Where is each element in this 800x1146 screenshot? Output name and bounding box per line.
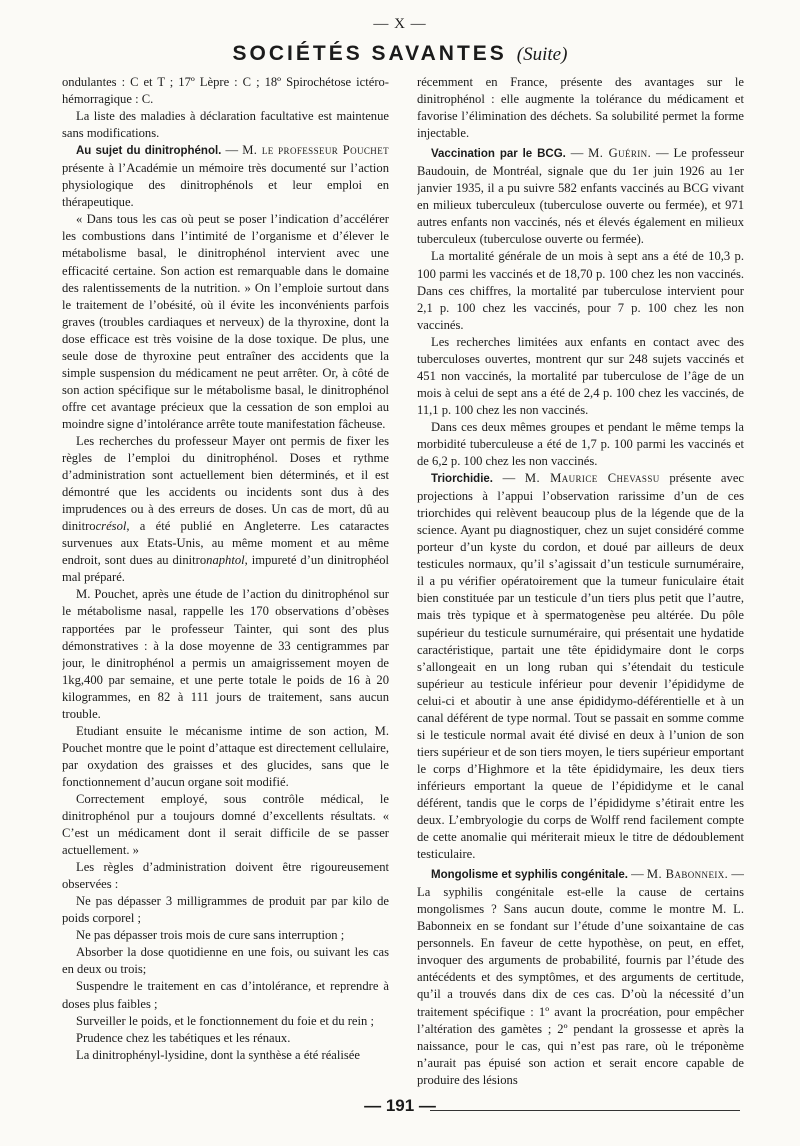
article-mongolisme: Mongolisme et syphilis congénitale. — M. Babonneix. — La syphilis congénitale est-elle la cause de certains mongolismes ? Sans aucun doute, comme le montre M. L. Babonneix en se fondant sur l’étude d’une soixantaine de cas personnels. En faveur de cette hypothèse, on peut, en effet, invoquer des arguments de probabilité, fournis par l’étude des antécédents et des symptômes, et des arguments de certitude, qu’il a trouvés dans dix de ces cas. D’où la nécessité d’un traitement spécifique : 1º avant la procréation, pour empêcher l’altération des gamètes ; 2º pendant la grossesse et après la naissance, pour le cas, qui n’est pas rare, où le tréponème n’aurait pas épuisé son action et serait encore capable de produire des lésions xyxy=(417,867,744,1087)
paragraph: Correctement employé, sous contrôle médical, le dinitrophénol pur a toujours domné d’excellents résultats. « C’est un médicament dont il serait difficile de se passer actuellement. » xyxy=(62,791,389,858)
text-run: , a été publié en Angleterre. Les cataractes survenues aux Etats-Unis, au même moment et au même endroit, sont dues au dinitro xyxy=(62,519,389,568)
article-author: M. Guérin. xyxy=(588,146,652,161)
article-bcg: Vaccination par le BCG. — M. Guérin. — Le professeur Baudouin, de Montréal, signale que du 1er juin 1926 au 1er janvier 1935, il a pu suivre 582 enfants vaccinés au BCG vivant en milieux tuberculeux (tuberculose ouverte ou fermée), et 971 autres enfants non vaccinés, nés et élevés également en milieux tuberculeux (tuberculose ouverte ou fermée). xyxy=(417,146,744,247)
article-author: M. le professeur Pouchet xyxy=(242,143,389,158)
paragraph: « Dans tous les cas où peut se poser l’indication d’accélérer les combustions dans l’intimité de l’organisme et d’élever le métabolisme basal, le dinitrophénol intervient avec une efficacité certaine. Son action est remarquable dans le domaine des ralentissements de la nutrition. » On l’emploie surtout dans le traitement de l’obésité, où il évite les inconvénients parfois graves (troubles cardiaques et nerveux) de la thyroxine, dont la dose efficace est très voisine de la dose toxique. De plus, une seule dose de thyroxine peut entraîner des accidents que la simple suspension du médicament ne peut arrêter. Or, à côté de son action spécifique sur le métabolisme basal, le dinitrophénol offre cet avantage précieux que la cessation de son emploi au moindre signe d’intolérance arrête toute manifestation fâcheuse. xyxy=(62,212,389,431)
article-triorchidie: Triorchidie. — M. Maurice Chevassu présente avec projections à l’appui l’observation rarissime d’un de ces triorchides qui relèvent beaucoup plus de la légende que de la science. Ayant pu diagnostiquer, chez un sujet considéré comme porteur d’un kyste du cordon, et doué par ailleurs de deux testicules normaux, qu’il s’agissait d’un testicule surnuméraire, il a pu vérifier opératoirement que la tumeur funiculaire était bien constituée par un testicule d’un tiers plus petit que l’autre, mais très typique et à spermatogenèse peu altérée. Du pôle supérieur du testicule surnuméraire, qui présentait une hydatide caractéristique, partait une tête épididymaire dont le corps s’allongeait en un long ruban qui s’étendait du testicule supérieur au testicule inférieur pour devenir l’épididyme de celui-ci et aboutir à une anse épididymo-déférentielle et à un canal déférent de type normal. Tout se passait en somme comme si le testicule normal avait été divisé en deux à l’union de son tiers supérieur et de son tiers moyen, le tiers supérieur emportant le corps d’Highmore et la tête épididymaire, les deux tiers inférieurs emportant la queue de l’épididyme et le canal déférent, tandis que le corps de l’épididyme s’étirait entre les deux. L’embryologie du corps de Wolff rend facilement compte de cette anomalie qui mériterait mieux le titre de dédoublement testiculaire. xyxy=(417,471,744,862)
page-number: — 191 — xyxy=(364,1096,436,1115)
italic-term: crésol xyxy=(95,519,127,534)
paragraph: Etudiant ensuite le mécanisme intime de son action, M. Pouchet montre que le point d’attaque est directement cellulaire, par oxydation des graisses et des glucides, sans que le fonctionnement d’aucun organe soit modifié. xyxy=(62,723,389,789)
paragraph-mayer xyxy=(62,433,389,586)
italic-term: naphtol xyxy=(206,553,245,568)
rule-item: Surveiller le poids, et le fonctionnement du foie et du rein ; xyxy=(76,1013,374,1028)
rule-item: Ne pas dépasser 3 milligrammes de produit par par kilo de poids corporel ; xyxy=(62,894,389,926)
footer-rule xyxy=(430,1110,740,1111)
section-title: SOCIÉTÉS SAVANTES xyxy=(232,42,507,65)
paragraph: La dinitrophényl-lysidine, dont la synthèse a été réalisée xyxy=(76,1047,360,1062)
text-run: Les recherches du professeur Mayer ont permis de fixer les règles de l’emploi du dinitrophénol. Doses et rythme d’administration sont actuellement bien déterminés, et il est démontré que les accidents ou incidents sont dus à des imprudences ou à des erreurs de doses. Un cas de mort, dû au dinitro xyxy=(62,433,389,534)
left-column xyxy=(62,74,389,1090)
article-text: La syphilis congénitale est-elle la cause de certains mongolismes ? Sans aucun doute, comme le montre M. L. Babonneix en se fondant sur l’étude d’une soixantaine de cas personnels. En faveur de cette hypothèse, on peut, en effet, invoquer des arguments de probabilité, fournis par l’étude des antécédents et des symptômes, et des arguments de certitude, qu’il a trouvés dans dix de ces cas. D’où la nécessité d’un traitement spécifique : 1º avant la procréation, pour empêcher l’altération des gamètes ; 2º pendant la grossesse et après la naissance, pour le cas, qui n’est pas rare, où le tréponème n’aurait pas épuisé son action et serait encore capable de produire des lésions xyxy=(417,885,744,1087)
paragraph: M. Pouchet, après une étude de l’action du dinitrophénol sur le métabolisme nasal, rappelle les 170 observations d’obèses rapportées par le professeur Tainter, qui sont des plus démonstratives : à la dose moyenne de 33 centigrammes par jour, le dinitrophénol a permis un amaigrissement moyen de 1kg,400 par semaine, et une perte totale le poids de 16 à 20 kilogrammes, en 82 à 111 jours de traitement, sans aucun trouble. xyxy=(62,587,389,721)
paragraph: Prudence chez les tabétiques et les rénaux. xyxy=(76,1030,291,1045)
paragraph: Les recherches limitées aux enfants en contact avec des tuberculoses ouvertes, montrent qur sur 248 sujets vaccinés et 451 non vaccinés, la mortalité par tuberculose de l’âge de un mois à celui de sept ans a été de 2,4 p. 100 chez les vaccinés, de 11,1 p. 100 chez les non vaccinés. xyxy=(417,334,744,417)
article-heading: Mongolisme et syphilis congénitale. xyxy=(431,869,628,882)
paragraph: ondulantes : C et T ; 17º Lèpre : C ; 18º Spirochétose ictéro-hémorragique : C. xyxy=(62,75,389,107)
article-text: Le professeur Baudouin, de Montréal, signale que du 1er juin 1926 au 1er janvier 1935, il a pu suivre 582 enfants vaccinés au BCG vivant en milieux tuberculeux (tuberculose ouverte ou fermée), et 971 autres enfants non vaccinés, nés et élevés également en milieux tuberculeux (tuberculose ouverte ou fermée). xyxy=(417,146,744,247)
text-run: , impureté d’un dinitrophéol mal préparé. xyxy=(62,553,389,585)
right-column xyxy=(417,74,744,1090)
running-title xyxy=(0,42,800,66)
article-author: M. Babonneix. xyxy=(646,867,729,882)
paragraph: récemment en France, présente des avantages sur le dinitrophénol : elle augmente la tolérance du médicament et favorise l’élimination des déchets. Sa solubilité permet la forme injectable. xyxy=(417,75,744,141)
rule-item: Suspendre le traitement en cas d’intolérance, et reprendre à doses plus faibles ; xyxy=(62,979,389,1011)
text-columns xyxy=(62,74,744,1090)
article-text: présente à l’Académie un mémoire très documenté sur l’action physiologique des dinitrophénols et leur emploi en thérapeutique. xyxy=(62,161,389,210)
rule-item: Ne pas dépasser trois mois de cure sans interruption ; xyxy=(76,928,345,943)
paragraph: La mortalité générale de un mois à sept ans a été de 10,3 p. 100 parmi les vaccinés et de 18,70 p. 100 chez les non vaccinés. Dans ces chiffres, la mortalité par tuberculose intervient pour 2,1 p. 100 chez les vaccinés, pour 7 p. 100 chez les non vaccinés. xyxy=(417,249,744,332)
article-author: M. Maurice Chevassu xyxy=(524,471,660,486)
article-heading: Triorchidie. xyxy=(431,473,493,486)
article-heading: Au sujet du dinitrophénol. xyxy=(76,145,222,158)
paragraph: La liste des maladies à déclaration facultative est maintenue sans modifications. xyxy=(62,109,389,141)
section-title-suffix: (Suite) xyxy=(516,44,568,65)
rule-item: Absorber la dose quotidienne en une fois, ou suivant les cas en deux ou trois; xyxy=(62,945,389,977)
article-heading: Vaccination par le BCG. xyxy=(431,148,566,161)
article-dinitrophenol: Au sujet du dinitrophénol. — M. le professeur Pouchet présente à l’Académie un mémoire très documenté sur l’action physiologique des dinitrophénols et leur emploi en thérapeutique. xyxy=(62,143,389,210)
paragraph: Dans ces deux mêmes groupes et pendant le même temps la morbidité tuberculeuse a été de 1,7 p. 100 parmi les vaccinés et de 6,2 p. 100 chez les non vaccinés. xyxy=(417,419,744,469)
folio-roman-numeral: — X — xyxy=(373,16,427,32)
paragraph: Les règles d’administration doivent être rigoureusement observées : xyxy=(62,860,389,892)
article-text: présente avec projections à l’appui l’observation rarissime d’un de ces triorchides qui relèvent beaucoup plus de la légende que de la science. Ayant pu diagnostiquer, chez un sujet considéré comme porteur d’un kyste du cordon, et doué par ailleurs de deux testicules normaux, qu’il s’agissait d’un testicule surnuméraire, il a pu vérifier opératoirement que la tumeur funiculaire était bien constituée par un testicule d’un tiers plus petit que l’autre, mais très typique et à spermatogenèse peu altérée. Du pôle supérieur du testicule surnuméraire, qui présentait une hydatide caractéristique, partait une tête épididymaire dont le corps s’allongeait en un long ruban qui s’étendait du testicule supérieur au testicule inférieur pour devenir l’épididyme de celui-ci et aboutir à une anse épididymo-déférentielle et à un canal déférent de type normal. Tout se passait en somme comme si le testicule normal avait été divisé en deux à l’union de son tiers supérieur et de son tiers moyen, le tiers supérieur emportant le corps d’Highmore et la tête épididymaire, les deux tiers inférieurs emportant la queue de l’épididyme et le canal déférent, tandis que le corps de l’épididyme s’étirait entre les deux. L’embryologie du corps de Wolff rend facilement compte de cette anomalie qui mériterait mieux le titre de dédoublement testiculaire. xyxy=(417,471,744,862)
